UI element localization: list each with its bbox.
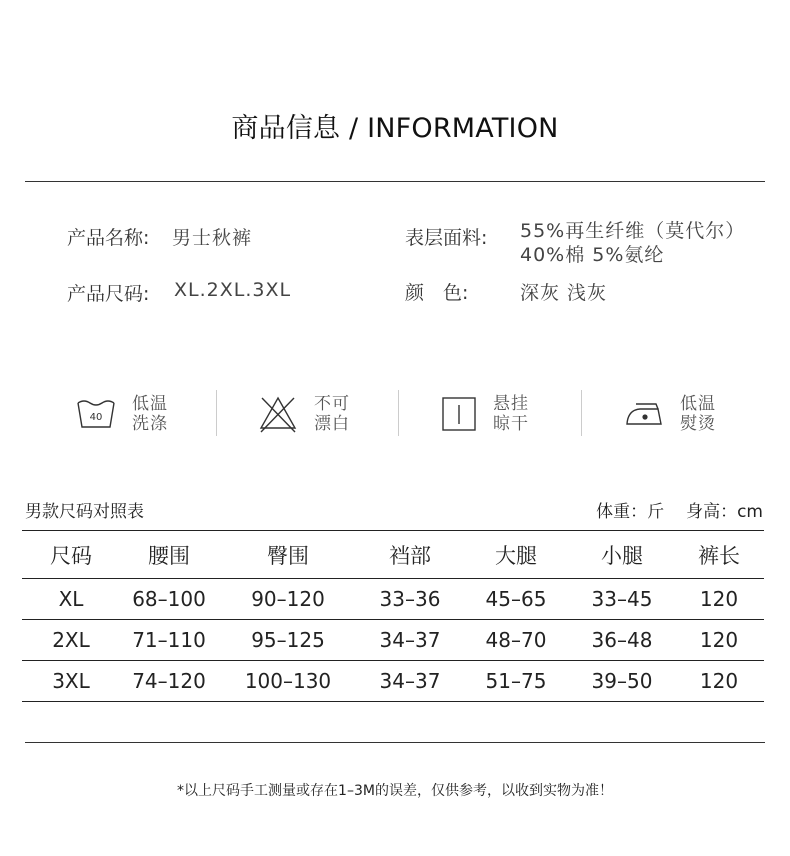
wash-40-icon (76, 394, 116, 434)
color-value: 深灰 浅灰 (520, 282, 608, 304)
table-cell: 48–70 (462, 620, 570, 661)
care-bleach-line1: 不可 (314, 394, 350, 414)
table-cell: 90–120 (218, 579, 358, 620)
title-divider (25, 181, 765, 182)
size-chart-heading: 男款尺码对照表 (25, 502, 144, 522)
table-cell: 36–48 (570, 620, 674, 661)
table-cell: 120 (674, 620, 764, 661)
size-chart-units (596, 497, 763, 522)
unit-weight: 体重：斤 (596, 502, 665, 522)
table-cell: 33–36 (358, 579, 462, 620)
size-chart-table (22, 530, 764, 702)
column-header: 裆部 (358, 531, 462, 579)
column-header: 小腿 (570, 531, 674, 579)
table-cell: 100–130 (218, 661, 358, 702)
table-cell: 45–65 (462, 579, 570, 620)
table-cell: 68–100 (120, 579, 218, 620)
table-cell: 33–45 (570, 579, 674, 620)
table-row (22, 579, 764, 620)
table-cell: 39–50 (570, 661, 674, 702)
table-cell: 34–37 (358, 661, 462, 702)
table-cell: 71–110 (120, 620, 218, 661)
care-bleach-line2: 漂白 (314, 414, 350, 434)
table-row (22, 620, 764, 661)
care-item-iron (624, 390, 716, 438)
table-cell: 3XL (22, 661, 120, 702)
color-label: 颜 色: (405, 282, 469, 304)
table-cell: 51–75 (462, 661, 570, 702)
table-cell: 120 (674, 579, 764, 620)
unit-height: 身高：cm (686, 502, 763, 522)
care-divider (581, 390, 582, 436)
care-divider (398, 390, 399, 436)
fabric-label: 表层面料: (405, 227, 488, 249)
care-item-wash (76, 390, 168, 438)
hang-dry-icon (441, 396, 477, 432)
column-header: 臀围 (218, 531, 358, 579)
care-iron-line2: 熨烫 (680, 414, 716, 434)
footer-divider (25, 742, 765, 743)
care-dry-line2: 晾干 (493, 414, 529, 434)
product-name-label: 产品名称: (67, 227, 150, 249)
care-item-dry (441, 390, 529, 438)
table-cell: XL (22, 579, 120, 620)
column-header: 尺码 (22, 531, 120, 579)
table-cell: 95–125 (218, 620, 358, 661)
care-dry-line1: 悬挂 (493, 394, 529, 414)
size-disclaimer: *以上尺码手工测量或存在1–3M的误差，仅供参考，以收到实物为准！ (177, 783, 613, 799)
column-header: 裤长 (674, 531, 764, 579)
care-item-bleach (258, 390, 350, 438)
care-wash-line1: 低温 (132, 394, 168, 414)
table-cell: 74–120 (120, 661, 218, 702)
no-bleach-icon (258, 394, 298, 434)
care-iron-line1: 低温 (680, 394, 716, 414)
product-name-value: 男士秋裤 (172, 227, 253, 249)
wash-temp-label: 40 (89, 412, 103, 423)
table-cell: 120 (674, 661, 764, 702)
product-size-value: XL.2XL.3XL (174, 279, 292, 301)
care-wash-line2: 洗涤 (132, 414, 168, 434)
product-size-label: 产品尺码: (67, 283, 150, 305)
page-title: 商品信息 / INFORMATION (231, 113, 559, 144)
table-row (22, 661, 764, 702)
iron-low-icon (624, 396, 664, 432)
column-header: 腰围 (120, 531, 218, 579)
table-header-row (22, 531, 764, 579)
fabric-value-line1: 55%再生纤维（莫代尔） (520, 220, 746, 242)
fabric-value-line2: 40%棉 5%氨纶 (520, 244, 665, 266)
table-cell: 34–37 (358, 620, 462, 661)
column-header: 大腿 (462, 531, 570, 579)
table-cell: 2XL (22, 620, 120, 661)
care-divider (216, 390, 217, 436)
